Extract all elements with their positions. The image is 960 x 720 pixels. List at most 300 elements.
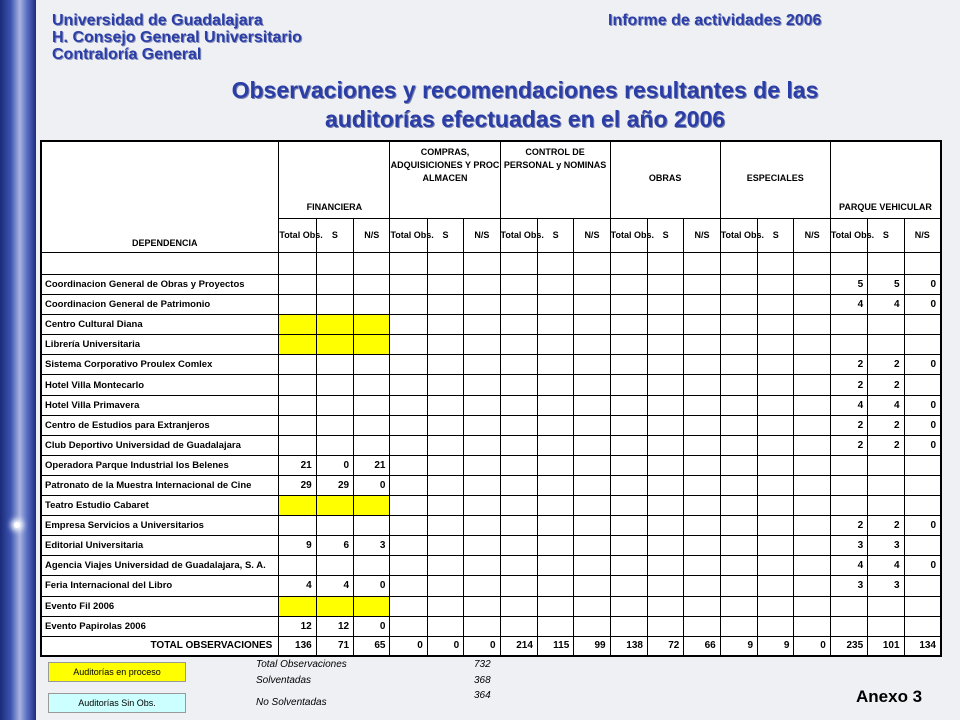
empty-cell	[537, 516, 573, 536]
total-value-cell: 0	[464, 636, 500, 655]
table-row	[42, 475, 941, 495]
empty-cell	[720, 435, 757, 455]
empty-cell	[794, 435, 830, 455]
parque-cell: 2	[830, 435, 867, 455]
parque-cell: 2	[830, 375, 867, 395]
dependency-name: Hotel Villa Primavera	[42, 395, 279, 415]
total-value-cell: 72	[647, 636, 683, 655]
empty-cell	[647, 455, 683, 475]
council-name: H. Consejo General Universitario	[52, 29, 302, 46]
parque-cell: 4	[868, 556, 904, 576]
sub-header-ns: N/S	[684, 219, 720, 253]
parque-cell: 3	[830, 536, 867, 556]
empty-cell	[427, 335, 463, 355]
parque-cell: 2	[868, 355, 904, 375]
empty-cell	[574, 516, 610, 536]
empty-cell	[647, 355, 683, 375]
sub-header-total: Total Obs.	[500, 219, 537, 253]
empty-cell	[500, 375, 537, 395]
sub-header-total: Total Obs.	[279, 219, 316, 253]
legend-no-observations: Auditorías Sin Obs.	[48, 693, 186, 713]
table-row	[42, 335, 941, 355]
empty-cell	[464, 315, 500, 335]
total-value-cell: 9	[758, 636, 794, 655]
empty-cell	[684, 395, 720, 415]
empty-cell	[610, 496, 647, 516]
financiera-cell: 12	[316, 616, 353, 636]
parque-cell: 4	[830, 295, 867, 315]
parque-cell: 0	[904, 516, 940, 536]
financiera-cell	[279, 395, 316, 415]
empty-cell	[427, 395, 463, 415]
spacer-cell	[647, 253, 683, 275]
dependency-name: Feria Internacional del Libro	[42, 576, 279, 596]
empty-cell	[647, 556, 683, 576]
empty-cell	[464, 415, 500, 435]
empty-cell	[720, 496, 757, 516]
empty-cell	[500, 335, 537, 355]
empty-cell	[464, 275, 500, 295]
empty-cell	[390, 576, 427, 596]
annex-label: Anexo 3	[856, 687, 923, 706]
empty-cell	[794, 275, 830, 295]
empty-cell	[720, 576, 757, 596]
empty-cell	[794, 335, 830, 355]
parque-cell: 4	[830, 395, 867, 415]
empty-cell	[720, 355, 757, 375]
table-row	[42, 395, 941, 415]
parque-cell: 2	[868, 375, 904, 395]
parque-cell	[904, 616, 940, 636]
empty-cell	[610, 556, 647, 576]
parque-cell	[830, 335, 867, 355]
sub-header-ns: N/S	[794, 219, 830, 253]
summary-total-value: 732	[474, 659, 491, 670]
empty-cell	[758, 295, 794, 315]
table-row	[42, 455, 941, 475]
title-line-1: Observaciones y recomendaciones resultantes de las	[231, 77, 819, 103]
empty-cell	[794, 455, 830, 475]
empty-cell	[427, 475, 463, 495]
empty-cell	[758, 355, 794, 375]
empty-cell	[537, 395, 573, 415]
table-row	[42, 496, 941, 516]
spacer-cell	[500, 253, 537, 275]
dependency-name: Patronato de la Muestra Internacional de Cine	[42, 475, 279, 495]
empty-cell	[684, 355, 720, 375]
empty-cell	[390, 375, 427, 395]
sub-header-s: S	[537, 219, 573, 253]
empty-cell	[758, 315, 794, 335]
financiera-cell	[316, 395, 353, 415]
financiera-cell	[279, 496, 316, 516]
empty-cell	[610, 576, 647, 596]
legend-in-process: Auditorías en proceso	[48, 662, 186, 682]
financiera-cell: 21	[279, 455, 316, 475]
empty-cell	[574, 576, 610, 596]
empty-cell	[758, 415, 794, 435]
parque-cell	[904, 455, 940, 475]
empty-cell	[500, 536, 537, 556]
sub-header-s: S	[316, 219, 353, 253]
empty-cell	[537, 616, 573, 636]
empty-cell	[574, 536, 610, 556]
table-row	[42, 536, 941, 556]
table-row	[42, 435, 941, 455]
financiera-cell	[354, 355, 390, 375]
spacer-cell	[316, 253, 353, 275]
dependency-name: Club Deportivo Universidad de Guadalajara	[42, 435, 279, 455]
spacer-cell	[868, 253, 904, 275]
empty-cell	[464, 335, 500, 355]
dependency-name: Empresa Servicios a Universitarios	[42, 516, 279, 536]
empty-cell	[574, 496, 610, 516]
empty-cell	[427, 596, 463, 616]
parque-cell: 2	[830, 516, 867, 536]
empty-cell	[537, 375, 573, 395]
empty-cell	[390, 475, 427, 495]
spacer-cell	[427, 253, 463, 275]
parque-cell	[904, 475, 940, 495]
empty-cell	[500, 556, 537, 576]
spark-decoration	[14, 522, 20, 528]
sub-header-total: Total Obs.	[720, 219, 757, 253]
total-value-cell: 9	[720, 636, 757, 655]
summary-total-label: Total Observaciones	[256, 659, 347, 670]
financiera-cell	[279, 556, 316, 576]
empty-cell	[758, 556, 794, 576]
empty-cell	[537, 496, 573, 516]
totals-row	[42, 636, 941, 655]
empty-cell	[758, 516, 794, 536]
spacer-cell	[758, 253, 794, 275]
parque-cell: 0	[904, 355, 940, 375]
financiera-cell: 12	[279, 616, 316, 636]
empty-cell	[500, 415, 537, 435]
empty-cell	[720, 335, 757, 355]
empty-cell	[390, 415, 427, 435]
dependency-name: Centro Cultural Diana	[42, 315, 279, 335]
empty-cell	[720, 516, 757, 536]
table-body	[42, 253, 941, 656]
empty-cell	[794, 395, 830, 415]
empty-cell	[574, 335, 610, 355]
group-header-compras: COMPRAS, ADQUISICIONES Y PROC ALMACEN	[390, 142, 500, 219]
empty-cell	[720, 556, 757, 576]
empty-cell	[794, 415, 830, 435]
financiera-cell	[316, 355, 353, 375]
empty-cell	[684, 516, 720, 536]
dependency-header: DEPENDENCIA	[42, 142, 279, 253]
table-row	[42, 415, 941, 435]
dependency-name: Operadora Parque Industrial los Belenes	[42, 455, 279, 475]
parque-cell: 0	[904, 415, 940, 435]
empty-cell	[464, 516, 500, 536]
financiera-cell	[316, 516, 353, 536]
empty-cell	[610, 355, 647, 375]
empty-cell	[574, 616, 610, 636]
sub-header-ns: N/S	[574, 219, 610, 253]
parque-cell	[830, 475, 867, 495]
empty-cell	[574, 275, 610, 295]
empty-cell	[720, 616, 757, 636]
table-row	[42, 576, 941, 596]
left-decorative-bar	[0, 0, 36, 720]
empty-cell	[758, 435, 794, 455]
spacer-cell	[830, 253, 867, 275]
empty-cell	[390, 516, 427, 536]
financiera-cell	[354, 435, 390, 455]
empty-cell	[500, 616, 537, 636]
parque-cell	[868, 616, 904, 636]
parque-cell: 2	[830, 355, 867, 375]
financiera-cell: 21	[354, 455, 390, 475]
dependency-name: Centro de Estudios para Extranjeros	[42, 415, 279, 435]
parque-cell: 4	[868, 295, 904, 315]
empty-cell	[684, 616, 720, 636]
financiera-cell	[279, 375, 316, 395]
financiera-cell: 4	[316, 576, 353, 596]
empty-cell	[390, 536, 427, 556]
empty-cell	[720, 315, 757, 335]
financiera-cell	[279, 435, 316, 455]
empty-cell	[647, 335, 683, 355]
total-value-cell: 115	[537, 636, 573, 655]
empty-cell	[574, 455, 610, 475]
financiera-cell: 4	[279, 576, 316, 596]
parque-cell	[830, 596, 867, 616]
spacer-cell	[390, 253, 427, 275]
empty-cell	[537, 355, 573, 375]
empty-cell	[390, 315, 427, 335]
empty-cell	[684, 295, 720, 315]
spacer-row	[42, 253, 941, 275]
total-value-cell: 138	[610, 636, 647, 655]
financiera-cell	[354, 375, 390, 395]
summary-solv-value: 368	[474, 675, 491, 686]
parque-cell: 3	[868, 536, 904, 556]
financiera-cell	[354, 596, 390, 616]
empty-cell	[500, 475, 537, 495]
spacer-cell	[904, 253, 940, 275]
empty-cell	[684, 496, 720, 516]
financiera-cell	[354, 556, 390, 576]
empty-cell	[390, 596, 427, 616]
empty-cell	[647, 435, 683, 455]
empty-cell	[464, 576, 500, 596]
group-header-control-personal: CONTROL DE PERSONAL y NOMINAS	[500, 142, 610, 219]
empty-cell	[647, 415, 683, 435]
empty-cell	[684, 315, 720, 335]
total-value-cell: 65	[354, 636, 390, 655]
empty-cell	[647, 475, 683, 495]
empty-cell	[794, 576, 830, 596]
parque-cell	[830, 616, 867, 636]
sub-header-s: S	[647, 219, 683, 253]
empty-cell	[794, 355, 830, 375]
empty-cell	[647, 275, 683, 295]
parque-cell: 2	[830, 415, 867, 435]
financiera-cell: 0	[354, 616, 390, 636]
table-row	[42, 355, 941, 375]
empty-cell	[610, 516, 647, 536]
empty-cell	[647, 295, 683, 315]
parque-cell	[868, 455, 904, 475]
empty-cell	[574, 355, 610, 375]
empty-cell	[610, 335, 647, 355]
empty-cell	[500, 576, 537, 596]
parque-cell: 2	[868, 516, 904, 536]
table-row	[42, 295, 941, 315]
financiera-cell: 0	[354, 475, 390, 495]
spacer-cell	[42, 253, 279, 275]
table-row	[42, 556, 941, 576]
financiera-cell	[279, 315, 316, 335]
financiera-cell	[316, 375, 353, 395]
empty-cell	[684, 556, 720, 576]
spacer-cell	[279, 253, 316, 275]
empty-cell	[647, 375, 683, 395]
financiera-cell	[354, 315, 390, 335]
financiera-cell	[279, 295, 316, 315]
financiera-cell	[354, 516, 390, 536]
spacer-cell	[354, 253, 390, 275]
spacer-cell	[464, 253, 500, 275]
empty-cell	[574, 295, 610, 315]
empty-cell	[647, 315, 683, 335]
empty-cell	[794, 295, 830, 315]
parque-cell	[904, 576, 940, 596]
empty-cell	[647, 516, 683, 536]
empty-cell	[684, 536, 720, 556]
financiera-cell	[279, 275, 316, 295]
parque-cell	[904, 596, 940, 616]
financiera-cell	[354, 335, 390, 355]
group-header-financiera: FINANCIERA	[279, 142, 390, 219]
empty-cell	[537, 315, 573, 335]
financiera-cell	[316, 596, 353, 616]
table-row	[42, 315, 941, 335]
empty-cell	[537, 435, 573, 455]
empty-cell	[500, 455, 537, 475]
financiera-cell	[354, 395, 390, 415]
total-value-cell: 101	[868, 636, 904, 655]
total-value-cell: 0	[390, 636, 427, 655]
spacer-cell	[794, 253, 830, 275]
parque-cell	[868, 315, 904, 335]
empty-cell	[427, 536, 463, 556]
financiera-cell	[354, 295, 390, 315]
dependency-name: Editorial Universitaria	[42, 536, 279, 556]
financiera-cell	[279, 335, 316, 355]
empty-cell	[427, 275, 463, 295]
empty-cell	[610, 536, 647, 556]
financiera-cell	[316, 335, 353, 355]
parque-cell	[830, 496, 867, 516]
empty-cell	[610, 475, 647, 495]
financiera-cell	[354, 275, 390, 295]
empty-cell	[537, 576, 573, 596]
empty-cell	[574, 475, 610, 495]
empty-cell	[794, 596, 830, 616]
empty-cell	[427, 516, 463, 536]
empty-cell	[427, 415, 463, 435]
empty-cell	[390, 556, 427, 576]
empty-cell	[427, 576, 463, 596]
empty-cell	[684, 576, 720, 596]
total-value-cell: 134	[904, 636, 940, 655]
table-row	[42, 375, 941, 395]
empty-cell	[537, 556, 573, 576]
empty-cell	[500, 435, 537, 455]
parque-cell	[830, 455, 867, 475]
empty-cell	[720, 536, 757, 556]
page-title	[150, 76, 900, 134]
empty-cell	[500, 395, 537, 415]
empty-cell	[537, 536, 573, 556]
group-header-obras: OBRAS	[610, 142, 720, 219]
empty-cell	[794, 556, 830, 576]
empty-cell	[537, 596, 573, 616]
financiera-cell	[316, 415, 353, 435]
financiera-cell	[316, 315, 353, 335]
empty-cell	[720, 395, 757, 415]
group-header-especiales: ESPECIALES	[720, 142, 830, 219]
total-value-cell: 71	[316, 636, 353, 655]
spacer-cell	[720, 253, 757, 275]
parque-cell	[904, 536, 940, 556]
observations-table	[41, 141, 941, 656]
empty-cell	[794, 375, 830, 395]
empty-cell	[537, 455, 573, 475]
empty-cell	[758, 475, 794, 495]
empty-cell	[684, 415, 720, 435]
empty-cell	[464, 536, 500, 556]
financiera-cell	[316, 295, 353, 315]
parque-cell	[904, 375, 940, 395]
empty-cell	[794, 475, 830, 495]
empty-cell	[720, 275, 757, 295]
empty-cell	[464, 395, 500, 415]
parque-cell: 0	[904, 435, 940, 455]
table-row	[42, 616, 941, 636]
parque-cell: 4	[868, 395, 904, 415]
empty-cell	[500, 295, 537, 315]
empty-cell	[610, 395, 647, 415]
parque-cell	[904, 315, 940, 335]
financiera-cell: 0	[354, 576, 390, 596]
parque-cell: 3	[868, 576, 904, 596]
empty-cell	[610, 295, 647, 315]
sub-header-ns: N/S	[904, 219, 940, 253]
empty-cell	[794, 516, 830, 536]
empty-cell	[758, 275, 794, 295]
empty-cell	[464, 496, 500, 516]
office-name: Contraloría General	[52, 46, 202, 63]
empty-cell	[464, 375, 500, 395]
empty-cell	[610, 455, 647, 475]
empty-cell	[758, 616, 794, 636]
empty-cell	[500, 355, 537, 375]
sub-header-s: S	[427, 219, 463, 253]
empty-cell	[574, 435, 610, 455]
financiera-cell	[316, 435, 353, 455]
empty-cell	[758, 536, 794, 556]
empty-cell	[684, 375, 720, 395]
empty-cell	[464, 435, 500, 455]
total-value-cell: 136	[279, 636, 316, 655]
total-value-cell: 214	[500, 636, 537, 655]
